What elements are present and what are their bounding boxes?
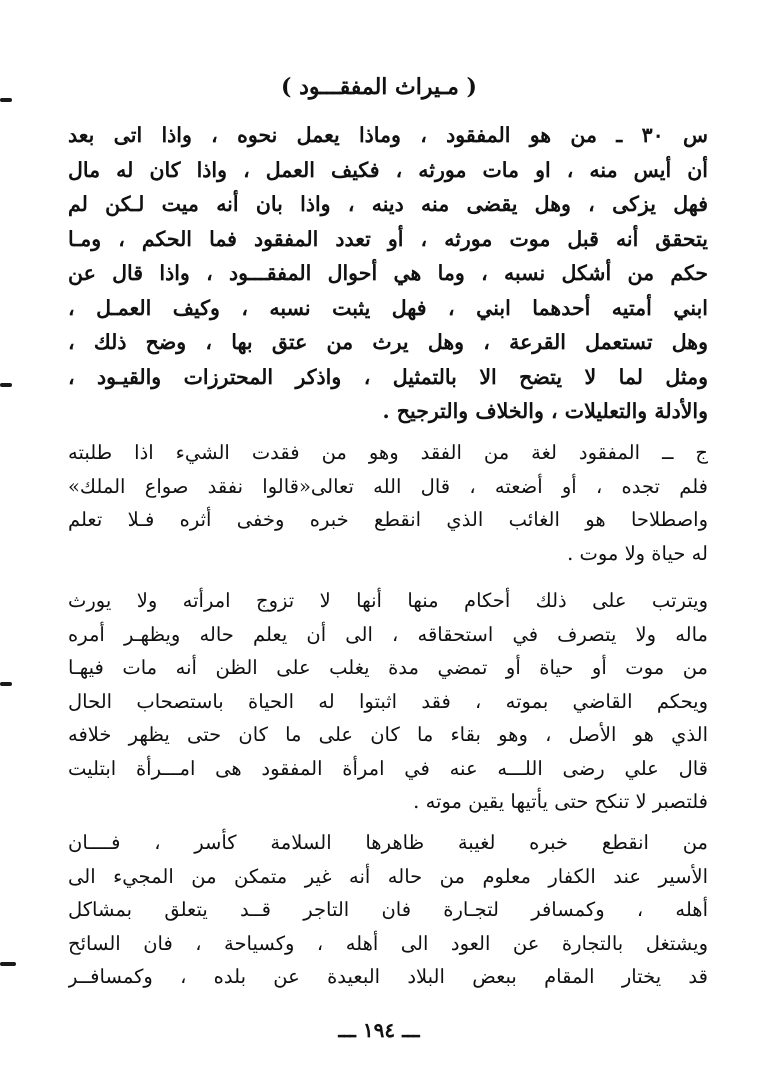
- margin-mark: [0, 383, 12, 387]
- answer-line: من موت أو حياة أو تمضي مدة يغلب على الظن أنه مات فيهـا: [68, 656, 708, 679]
- page-title: ( مـيراث المفقـــود ): [281, 74, 477, 100]
- answer-line: أهله ، وكمسافر لتجـارة فان التاجر قــد يتعلق بمشاكل: [68, 898, 708, 921]
- question-line: يتحقق أنه قبل موت مورثه ، أو تعدد المفقود فما الحكم ، ومـا: [68, 226, 708, 251]
- answer-line: واصطلاحا هو الغائب الذي انقطع خبره وخفى أثره فـلا تعلم: [68, 508, 708, 531]
- answer-paragraph: [68, 826, 708, 994]
- answer-line: فلم تجده ، أو أضعته ، قال الله تعالى«قالوا نفقد صواع الملك»: [68, 474, 708, 498]
- answer-line: الذي هو الأصل ، وهو بقاء ما كان على ما كان حتى يظهر خلافه: [68, 723, 708, 746]
- answer-line: ويحكم القاضي بموته ، فقد اثبتوا له الحياة باستصحاب الحال: [68, 689, 708, 713]
- margin-mark: [0, 682, 12, 686]
- answer-line: الأسير عند الكفار معلوم من حاله أنه غير متمكن من المجيء الى: [68, 864, 708, 888]
- answer-paragraph: [68, 584, 708, 819]
- margin-mark: [0, 962, 16, 966]
- question-line: ومثل لما لا يتضح الا بالتمثيل ، واذكر المحترزات والقيـود ،: [68, 364, 708, 389]
- question-line: فهل يزكى ، وهل يقضى منه دينه ، واذا بان أنه ميت لـكن لم: [68, 192, 708, 216]
- page-number: ـــ ١٩٤ ـــ: [338, 1018, 420, 1042]
- question-line: حكم من أشكل نسبه ، وما هي أحوال المفقـــود ، واذا قال عن: [68, 261, 708, 285]
- answer-line: ويشتغل بالتجارة عن العود الى أهله ، وكسياحة ، فان السائح: [68, 931, 708, 955]
- answer-line: فلتصبر لا تنكح حتى يأتيها يقين موته .: [413, 790, 708, 813]
- answer-paragraph: [68, 436, 708, 570]
- answer-line: قال علي رضى اللـــه عنه في امرأة المفقود هى امـــرأة ابتليت: [68, 756, 708, 780]
- question-line: والأدلة والتعليلات ، والخلاف والترجيح .: [382, 399, 708, 423]
- question-line: وهل تستعمل القرعة ، وهل يرث من عتق بها ، وضح ذلك ،: [68, 330, 708, 354]
- question-line: س ٣٠ ـ من هو المفقود ، وماذا يعمل نحوه ، واذا اتى بعد: [68, 123, 708, 147]
- answer-line: ماله ولا يتصرف في استحقاقه ، الى أن يعلم حاله ويظهـر أمره: [68, 622, 708, 646]
- question-line: أن أيس منه ، او مات مورثه ، فكيف العمل ، واذا كان له مال: [68, 157, 708, 182]
- answer-line: من انقطع خبره لغيبة ظاهرها السلامة كأسر ، فــــان: [68, 831, 708, 854]
- question-paragraph: [68, 118, 708, 429]
- answer-line: له حياة ولا موت .: [567, 541, 708, 565]
- answer-line: ج ــ المفقود لغة من الفقد وهو من فقدت الشيء اذا طلبته: [68, 441, 708, 464]
- question-line: ابني أمتيه أحدهما ابني ، فهل يثبت نسبه ، وكيف العمـل ،: [68, 295, 708, 320]
- answer-line: قد يختار المقام ببعض البلاد البعيدة عن بلده ، وكمسافــر: [68, 965, 708, 988]
- answer-line: ويترتب على ذلك أحكام منها أنها لا تزوج امرأته ولا يورث: [68, 589, 708, 612]
